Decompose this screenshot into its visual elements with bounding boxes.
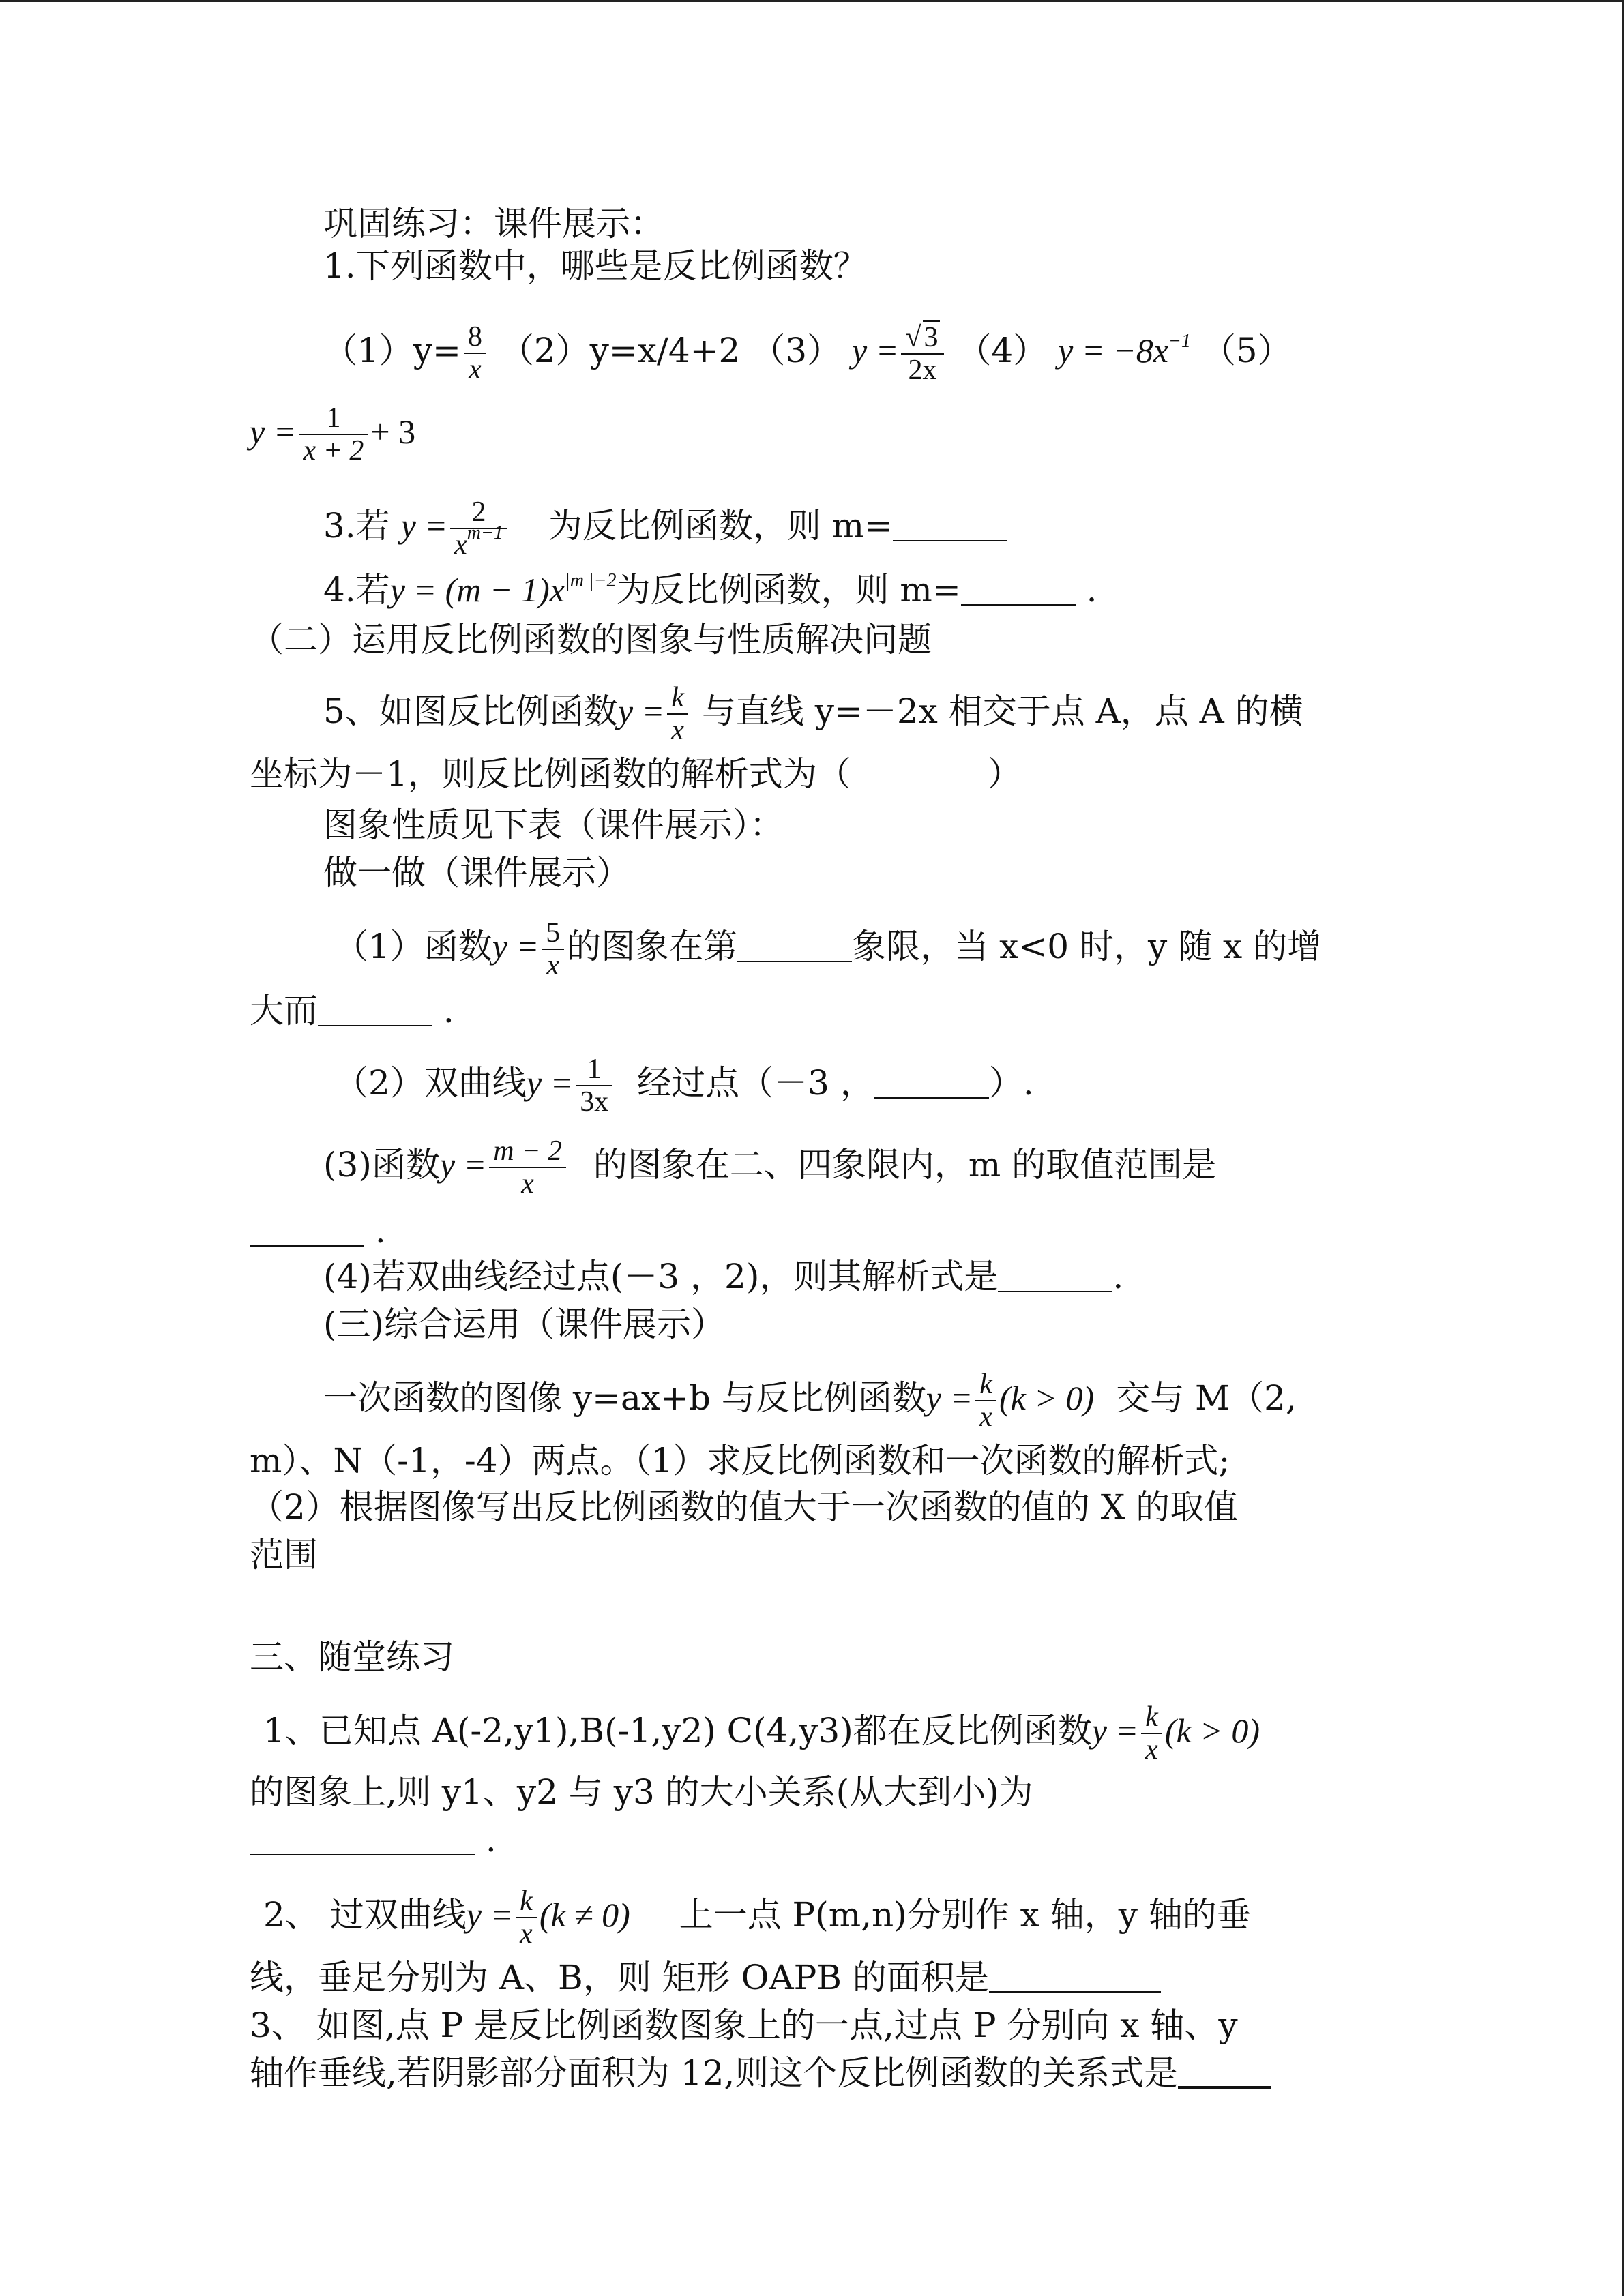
- text: 与直线 y=－2x 相交于点 A，点 A 的横: [701, 691, 1303, 731]
- math-lhs: y =: [466, 1896, 514, 1934]
- denominator: x: [542, 949, 564, 981]
- text: ）.: [988, 1063, 1034, 1103]
- denominator: x: [516, 1917, 537, 1950]
- text: (三)综合运用（课件展示）: [323, 1304, 726, 1344]
- text: 大而: [250, 991, 318, 1030]
- text: （1）y=: [323, 331, 461, 370]
- text: 巩固练习：课件展示：: [323, 204, 664, 243]
- answer-blank: [250, 1823, 475, 1855]
- try-3-cont: [250, 1210, 386, 1251]
- answer-blank: [250, 1214, 364, 1247]
- numerator: √3: [905, 322, 939, 353]
- math-condition: (k ≠ 0): [539, 1896, 630, 1934]
- denominator: 2x: [901, 353, 943, 386]
- text: 的图象在二、四象限内，m 的取值范围是: [593, 1145, 1217, 1184]
- fraction-2-over-x-power: [450, 496, 507, 561]
- practice-3: [250, 2005, 1238, 2046]
- text: 为反比例函数，则 m=: [616, 570, 961, 610]
- text: （1）函数: [334, 927, 492, 966]
- math-text: y = (m − 1)x: [389, 571, 565, 609]
- text: 一次函数的图像 y=ax+b 与反比例函数: [323, 1378, 926, 1418]
- text: 3.若: [323, 506, 390, 546]
- section-heading-3: [323, 1304, 725, 1345]
- section-heading-2: [250, 619, 932, 660]
- numerator: k: [671, 682, 684, 713]
- text: 上一点 P(m,n)分别作 x 轴，y 轴的垂: [679, 1895, 1251, 1935]
- denominator: x: [489, 1167, 566, 1199]
- text: 1、已知点 A(-2,y1),B(-1,y2) C(4,y3)都在反比例函数: [263, 1711, 1092, 1750]
- question-1: [323, 245, 868, 286]
- practice-3-cont: [250, 2053, 1271, 2093]
- fraction-k-over-x: [516, 1885, 537, 1950]
- practice-2: [263, 1885, 1251, 1950]
- math-lhs: y =: [492, 927, 540, 966]
- numerator: k: [520, 1885, 533, 1917]
- practice-2-cont: [250, 1957, 1161, 1998]
- answer-blank: [318, 994, 432, 1026]
- answer-blank: [998, 1259, 1112, 1292]
- base: x: [454, 529, 467, 561]
- text: 图象性质见下表（课件展示）：: [323, 805, 784, 845]
- try-3: [323, 1135, 1216, 1199]
- math-lhs: y =: [439, 1146, 487, 1184]
- text: 交与 M（2,: [1116, 1378, 1297, 1418]
- question-5: [323, 682, 1303, 746]
- text: 象限，当 x<0 时，y 随 x 的增: [852, 927, 1322, 966]
- answer-blank: [893, 509, 1007, 541]
- text: 的图象上,则 y1、y2 与 y3 的大小关系(从大到小)为: [250, 1772, 1033, 1812]
- question-3: [323, 496, 1007, 561]
- text: .: [1075, 570, 1097, 610]
- text: 做一做（课件展示）: [323, 853, 630, 893]
- denominator: x: [975, 1400, 996, 1433]
- sqrt-radicand: 3: [924, 322, 939, 353]
- problem-combined-cont-1: [250, 1440, 1230, 1481]
- problem-combined-cont-3: [250, 1534, 318, 1575]
- text: 线，垂足分别为 A、B，则 矩形 OAPB 的面积是: [250, 1958, 989, 1997]
- denominator: 3x: [576, 1085, 612, 1118]
- math-lhs: y =: [400, 507, 448, 545]
- text: （2）双曲线: [334, 1063, 527, 1103]
- text: 轴作垂线,若阴影部分面积为 12,则这个反比例函数的关系式是: [250, 2053, 1179, 2093]
- denominator: x: [667, 713, 688, 746]
- text: （2）y=x/4+2 （3）: [499, 331, 842, 370]
- problem-combined-cont-2: [250, 1487, 1238, 1527]
- note-properties: [323, 805, 784, 846]
- numerator: 1: [587, 1054, 602, 1085]
- text: .: [1112, 1257, 1124, 1296]
- denominator: x: [464, 353, 486, 385]
- answer-blank: [961, 573, 1076, 606]
- denominator: x: [1141, 1733, 1162, 1765]
- answer-blank: [737, 929, 852, 962]
- math-expression: [390, 571, 617, 609]
- numerator: m − 2: [493, 1135, 562, 1167]
- text: 2、 过双曲线: [263, 1895, 467, 1935]
- text: （4）: [957, 331, 1048, 370]
- fraction-1-over-3x: [576, 1054, 612, 1118]
- math-lhs: y =: [1091, 1712, 1139, 1750]
- question-1-options: [323, 320, 1292, 386]
- text: m）、N（-1，-4）两点。（1）求反比例函数和一次函数的解析式;: [250, 1441, 1230, 1480]
- numerator: 1: [326, 402, 341, 434]
- text: 经过点（－3 ，: [637, 1063, 874, 1103]
- answer-blank: [989, 1959, 1161, 1993]
- math-condition: (k > 0): [999, 1379, 1095, 1417]
- exponent: −1: [1168, 331, 1191, 352]
- text: 的图象在第: [567, 927, 738, 966]
- math-expression: [1058, 331, 1191, 370]
- question-1-option-5: [250, 402, 415, 466]
- denominator: x + 2: [299, 434, 368, 466]
- section-heading-practice: [323, 203, 664, 244]
- exponent: |m |−2: [565, 570, 617, 591]
- math-lhs: y =: [852, 331, 899, 370]
- fraction-5-over-x: [542, 917, 564, 981]
- fraction-k-over-x: [975, 1369, 996, 1433]
- fraction-k-over-x: [1141, 1701, 1162, 1765]
- problem-combined: [323, 1369, 1297, 1433]
- answer-blank: [874, 1066, 989, 1099]
- try-1-cont: [250, 990, 454, 1031]
- text: 范围: [250, 1535, 318, 1575]
- text: 1.下列函数中，哪些是反比例函数？: [323, 246, 868, 286]
- text: 5、如图反比例函数: [323, 691, 618, 731]
- text: (3)函数: [323, 1145, 440, 1184]
- practice-1-blank: [250, 1819, 497, 1860]
- text: 坐标为－1，则反比例函数的解析式为（ ）: [250, 754, 1022, 794]
- question-4: [323, 569, 1097, 610]
- fraction-k-over-x: [667, 682, 688, 746]
- try-1: [334, 917, 1321, 981]
- math-lhs: y =: [526, 1064, 574, 1102]
- numerator: 5: [546, 917, 561, 949]
- practice-1: [263, 1701, 1260, 1765]
- question-5-cont: [250, 754, 1022, 794]
- math-lhs: y =: [250, 413, 297, 451]
- fraction-m-minus-2-over-x: [489, 1135, 566, 1199]
- numerator: 8: [467, 321, 482, 353]
- numerator: 2: [471, 496, 486, 528]
- text: 4.若: [323, 570, 390, 610]
- text: （5）: [1201, 331, 1292, 370]
- heading-try: [323, 852, 630, 893]
- math-condition: (k > 0): [1164, 1712, 1260, 1750]
- practice-1-cont: [250, 1772, 1033, 1813]
- math-text: y = −8x: [1058, 331, 1168, 370]
- text: .: [364, 1211, 386, 1251]
- section-heading-class-practice: [250, 1637, 454, 1678]
- text: (4)若双曲线经过点(－3 ，2)，则其解析式是: [323, 1257, 999, 1296]
- text: （二）运用反比例函数的图象与性质解决问题: [250, 620, 932, 659]
- text: .: [432, 991, 454, 1030]
- math-lhs: y =: [617, 692, 665, 730]
- numerator: k: [979, 1369, 992, 1400]
- try-4: [323, 1256, 1123, 1297]
- answer-blank: [1178, 2055, 1271, 2089]
- text: （2）根据图像写出反比例函数的值大于一次函数的值的 X 的取值: [250, 1487, 1239, 1527]
- try-2: [334, 1054, 1034, 1118]
- math-tail: + 3: [370, 413, 416, 451]
- denominator: [450, 522, 507, 561]
- fraction-1-over-x-plus-2: [299, 402, 368, 466]
- text: 三、随堂练习: [250, 1637, 454, 1677]
- fraction-sqrt3-over-2x: [901, 320, 943, 386]
- numerator: k: [1145, 1701, 1158, 1733]
- fraction-8-over-x: [464, 321, 486, 385]
- text: 为反比例函数，则 m=: [548, 506, 893, 546]
- exponent: m−1: [467, 522, 503, 543]
- text: 3、 如图,点 P 是反比例函数图象上的一点,过点 P 分别向 x 轴、y: [250, 2006, 1238, 2045]
- text: .: [475, 1820, 497, 1860]
- math-lhs: y =: [926, 1379, 973, 1417]
